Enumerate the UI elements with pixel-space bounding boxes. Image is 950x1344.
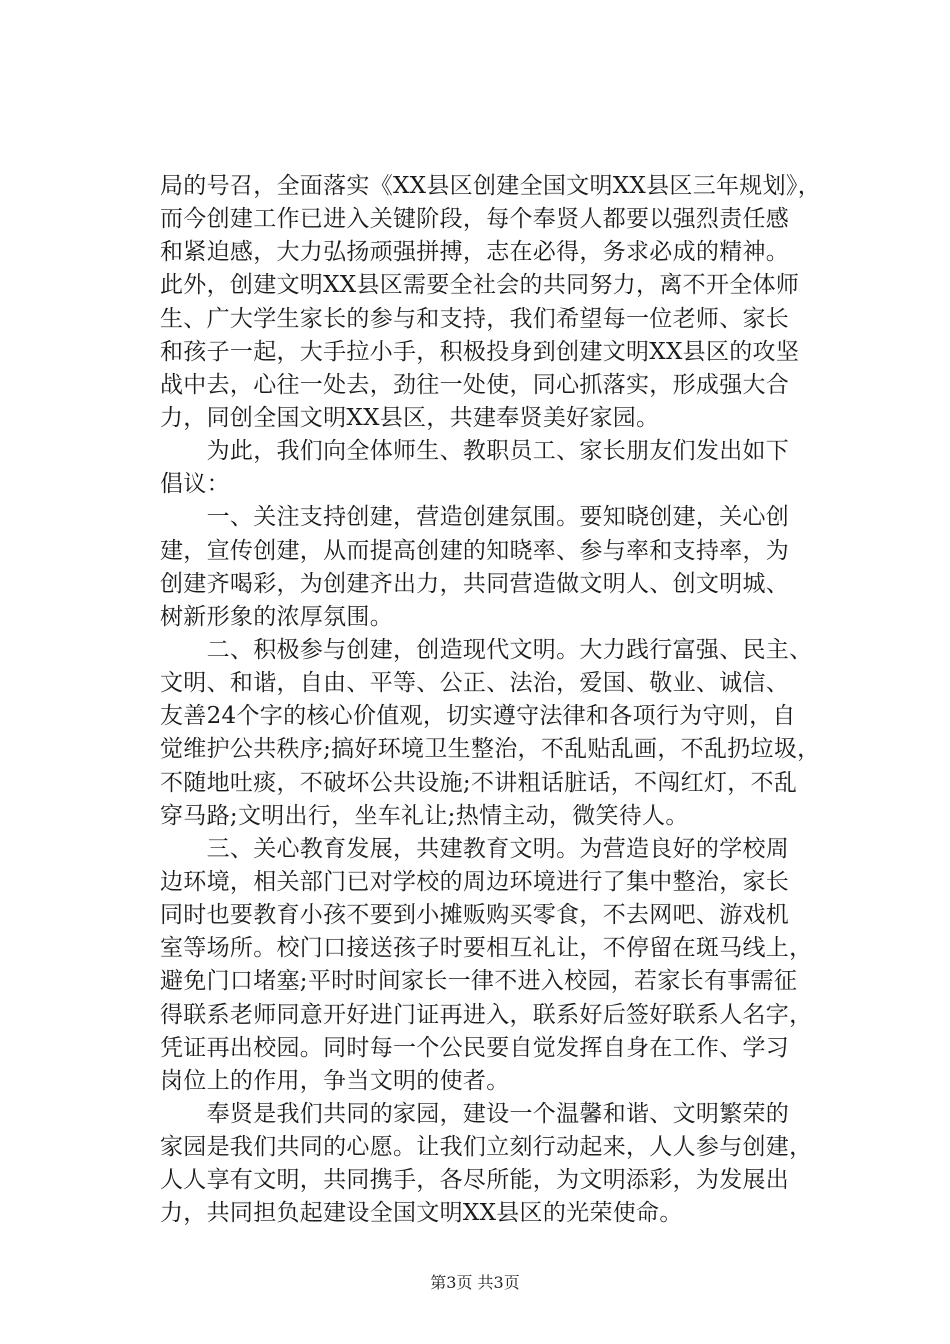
text-line: 室等场所。校门口接送孩子时要相互礼让，不停留在斑马线上， <box>160 935 813 962</box>
text-line: 奉贤是我们共同的家园，建设一个温馨和谐、文明繁荣的 <box>160 1100 790 1127</box>
text-line: 凭证再出校园。同时每一个公民要自觉发挥自身在工作、学习 <box>160 1034 790 1061</box>
text-line: 创建齐喝彩，为创建齐出力，共同营造做文明人、创文明城、 <box>160 570 790 597</box>
text-line: 二、积极参与创建，创造现代文明。大力践行富强、民主、 <box>160 636 813 663</box>
text-line: 而今创建工作已进入关键阶段，每个奉贤人都要以强烈责任感 <box>160 206 790 233</box>
text-line: 倡议： <box>160 471 230 498</box>
text-line: 为此，我们向全体师生、教职员工、家长朋友们发出如下 <box>160 438 790 465</box>
text-line: 得联系老师同意开好进门证再进入，联系好后签好联系人名字， <box>160 1001 813 1028</box>
text-line: 穿马路;文明出行，坐车礼让;热情主动，微笑待人。 <box>160 802 689 829</box>
text-line: 树新形象的浓厚氛围。 <box>160 603 393 630</box>
text-line: 力，同创全国文明XX县区，共建奉贤美好家园。 <box>160 404 660 431</box>
text-line: 战中去，心往一处去，劲往一处使，同心抓落实，形成强大合 <box>160 371 790 398</box>
text-line: 避免门口堵塞;平时时间家长一律不进入校园，若家长有事需征 <box>160 968 798 995</box>
text-line: 文明、和谐，自由、平等、公正、法治，爱国、敬业、诚信、 <box>160 670 790 697</box>
text-line: 家园是我们共同的心愿。让我们立刻行动起来，人人参与创建， <box>160 1134 813 1161</box>
text-line: 和紧迫感，大力弘扬顽强拼搏，志在必得，务求必成的精神。 <box>160 239 790 266</box>
text-line: 人人享有文明，共同携手，各尽所能，为文明添彩，为发展出 <box>160 1167 790 1194</box>
text-line: 此外，创建文明XX县区需要全社会的共同努力，离不开全体师 <box>160 272 800 299</box>
text-line: 边环境，相关部门已对学校的周边环境进行了集中整治，家长 <box>160 868 790 895</box>
text-line: 不随地吐痰，不破坏公共设施;不讲粗话脏话，不闯红灯，不乱 <box>160 769 798 796</box>
text-line: 力，共同担负起建设全国文明XX县区的光荣使命。 <box>160 1200 683 1227</box>
text-line: 和孩子一起，大手拉小手，积极投身到创建文明XX县区的攻坚 <box>160 338 800 365</box>
text-line: 岗位上的作用，争当文明的使者。 <box>160 1067 510 1094</box>
text-line: 一、关注支持创建，营造创建氛围。要知晓创建，关心创 <box>160 504 790 531</box>
text-line: 生、广大学生家长的参与和支持，我们希望每一位老师、家长 <box>160 305 790 332</box>
text-line: 友善24个字的核心价值观，切实遵守法律和各项行为守则，自 <box>160 703 796 730</box>
text-line: 局的号召，全面落实《XX县区创建全国文明XX县区三年规划》， <box>160 173 821 199</box>
text-line: 觉维护公共秩序;搞好环境卫生整治，不乱贴乱画，不乱扔垃圾， <box>160 736 821 763</box>
document-body <box>160 170 821 1231</box>
page-number-footer: 第3页 共3页 <box>430 1273 520 1292</box>
text-line: 同时也要教育小孩不要到小摊贩购买零食，不去网吧、游戏机 <box>160 902 790 929</box>
text-line: 建，宣传创建，从而提高创建的知晓率、参与率和支持率，为 <box>160 537 790 564</box>
text-line: 三、关心教育发展，共建教育文明。为营造良好的学校周 <box>160 835 790 862</box>
